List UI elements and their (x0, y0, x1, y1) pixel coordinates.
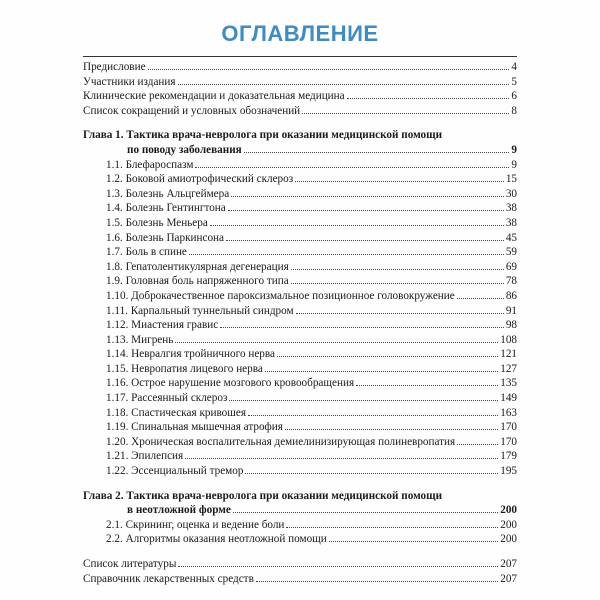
dot-leader (244, 152, 510, 153)
toc-entry-page-number: 4 (511, 61, 517, 73)
toc-entry-section[interactable] (83, 158, 517, 173)
toc-entry-page-number: 38 (505, 216, 517, 229)
toc-entry-section[interactable] (83, 201, 517, 216)
toc-entry-title: по поводу заболевания (127, 143, 242, 156)
toc-entry-title: 1.5. Болезнь Меньера (106, 216, 208, 229)
toc-entry-title: 2.1. Скрининг, оценка и ведение боли (106, 518, 285, 531)
toc-entry-page-number: 163 (500, 406, 517, 419)
toc-entry-page-number: 149 (500, 392, 517, 405)
toc-entry-title: 1.2. Боковой амиотрофический склероз (106, 173, 294, 186)
toc-entry-title: Участники издания (83, 75, 176, 88)
toc-entry-title: 1.6. Болезнь Паркинсона (106, 231, 224, 244)
toc-entry-section[interactable] (83, 172, 517, 187)
dot-leader (220, 327, 504, 328)
toc-entry-section[interactable] (83, 464, 517, 479)
toc-entry-page-number: 200 (500, 504, 517, 517)
toc-entry-title: Клинические рекомендации и доказательная медицина (83, 90, 345, 103)
toc-entry-page-number: 9 (511, 143, 517, 156)
toc-entry-page-number: 91 (505, 304, 517, 317)
toc-entry-page-number: 38 (505, 202, 517, 215)
dot-leader (329, 541, 498, 542)
toc-entry-page-number: 30 (505, 187, 517, 200)
dot-leader (229, 400, 498, 401)
toc-entry-title: Список сокращений и условных обозначений (83, 104, 301, 117)
toc-entry-section[interactable] (83, 362, 517, 377)
toc-entry-title: Предисловие (83, 61, 146, 73)
toc-entry-title: 1.11. Карпальный туннельный синдром (106, 304, 294, 317)
toc-entry-title: 2.2. Алгоритмы оказания неотложной помощи (106, 533, 327, 546)
toc-entry-page-number: 170 (500, 435, 517, 448)
chapter-heading (83, 489, 517, 504)
dot-leader (291, 269, 504, 270)
toc-entry-page-number: 195 (500, 465, 517, 478)
toc-entry-page-number: 200 (500, 533, 517, 546)
dot-leader (210, 225, 504, 226)
chapter-2-section (83, 489, 517, 547)
toc-entry-title: 1.15. Невропатия лицевого нерва (106, 362, 263, 375)
dot-leader (277, 356, 498, 357)
toc-entry-front[interactable] (83, 104, 517, 119)
toc-entry-front[interactable] (83, 75, 517, 90)
toc-entry-title: 1.3. Болезнь Альцгеймера (106, 187, 230, 200)
dot-leader (195, 167, 509, 168)
toc-entry-section[interactable] (83, 260, 517, 275)
dot-leader (457, 298, 504, 299)
toc-entry-section[interactable] (83, 274, 517, 289)
toc-entry-page-number: 127 (500, 362, 517, 375)
dot-leader (286, 527, 498, 528)
toc-entry-page-number: 98 (505, 319, 517, 332)
toc-entry-front[interactable] (83, 89, 517, 104)
toc-entry-section[interactable] (83, 347, 517, 362)
dot-leader (248, 415, 498, 416)
back-matter-list (83, 557, 517, 586)
toc-entry-back[interactable] (83, 572, 517, 587)
dot-leader (189, 254, 504, 255)
dot-leader (285, 429, 498, 430)
dot-leader (296, 313, 504, 314)
dot-leader (178, 84, 510, 85)
toc-entry-title: 1.20. Хроническая воспалительная демиелинизирующая полиневропатия (106, 435, 456, 448)
dot-leader (178, 566, 498, 567)
chapter-heading-line2[interactable] (83, 143, 517, 158)
toc-entry-page-number: 135 (500, 377, 517, 390)
page-title: ОГЛАВЛЕНИЕ (221, 21, 379, 46)
toc-entry-title: Список литературы (83, 558, 177, 570)
toc-entry-section[interactable] (83, 245, 517, 260)
dot-leader (231, 196, 504, 197)
toc-entry-title: 1.21. Эпилепсия (106, 450, 184, 463)
dot-leader (457, 444, 498, 445)
chapter-heading (83, 128, 517, 143)
toc-entry-title: 1.7. Боль в спине (106, 246, 187, 259)
toc-entry-title: 1.17. Рассеянный склероз (106, 392, 228, 405)
dot-leader (347, 98, 510, 99)
toc-entry-section[interactable] (83, 391, 517, 406)
toc-entry-section[interactable] (83, 289, 517, 304)
toc-entry-section[interactable] (83, 333, 517, 348)
dot-leader (185, 458, 498, 459)
toc-entry-section[interactable] (83, 435, 517, 450)
toc-entry-page-number: 6 (511, 90, 517, 103)
dot-leader (256, 581, 498, 582)
dot-leader (148, 69, 510, 70)
toc-entry-page-number: 108 (500, 333, 517, 346)
toc-entry-page-number: 59 (505, 246, 517, 259)
toc-entry-title: 1.10. Доброкачественное пароксизмальное позиционное головокружение (106, 289, 455, 302)
dot-leader (265, 371, 498, 372)
dot-leader (226, 240, 504, 241)
dot-leader (233, 512, 498, 513)
chapter-heading-line2[interactable] (83, 503, 517, 518)
toc-entry-section[interactable] (83, 318, 517, 333)
dot-leader (356, 385, 498, 386)
toc-entry-page-number: 200 (500, 518, 517, 531)
toc-entry-page-number: 5 (511, 75, 517, 88)
chapter-heading-text: Глава 2. Тактика врача-невролога при оказании медицинской помощи (83, 489, 443, 502)
toc-entry-section[interactable] (83, 231, 517, 246)
toc-entry-title: 1.4. Болезнь Гентингтона (106, 202, 226, 215)
toc-entry-page-number: 78 (505, 275, 517, 288)
toc-entry-section[interactable] (83, 376, 517, 391)
toc-entry-section[interactable] (83, 518, 517, 533)
toc-entry-title: в неотложной форме (127, 504, 231, 517)
toc-entry-section[interactable] (83, 449, 517, 464)
top-divider (83, 56, 517, 57)
dot-leader (175, 342, 498, 343)
dot-leader (228, 210, 504, 211)
toc-entry-section[interactable] (83, 216, 517, 231)
chapter-1-section (83, 128, 517, 478)
toc-entry-title: 1.1. Блефароспазм (106, 158, 194, 171)
toc-entry-page-number: 9 (511, 158, 517, 171)
toc-entry-page-number: 207 (500, 558, 517, 570)
toc-entry-page-number: 170 (500, 421, 517, 434)
toc-entry-section[interactable] (83, 187, 517, 202)
toc-entry-page-number: 86 (505, 289, 517, 302)
toc-entry-title: 1.12. Миастения гравис (106, 319, 219, 332)
toc-entry-page-number: 69 (505, 260, 517, 273)
toc-entry-section[interactable] (83, 532, 517, 547)
toc-entry-section[interactable] (83, 304, 517, 319)
front-matter-list (83, 60, 517, 118)
dot-leader (295, 181, 504, 182)
toc-entry-title: Справочник лекарственных средств (83, 572, 254, 585)
toc-entry-title: 1.18. Спастическая кривошея (106, 406, 246, 419)
toc-entry-page-number: 45 (505, 231, 517, 244)
toc-entry-title: 1.13. Мигрень (106, 333, 174, 346)
toc-entry-title: 1.22. Эссенциальный тремор (106, 465, 244, 478)
dot-leader (245, 473, 498, 474)
dot-leader (302, 113, 509, 114)
toc-entry-page-number: 207 (500, 572, 517, 585)
toc-entry-page-number: 8 (511, 104, 517, 117)
toc-entry-page-number: 179 (500, 450, 517, 463)
toc-entry-back[interactable] (83, 557, 517, 572)
toc-entry-section[interactable] (83, 420, 517, 435)
toc-entry-front[interactable] (83, 60, 517, 75)
toc-entry-title: 1.14. Невралгия тройничного нерва (106, 348, 275, 361)
table-of-contents (83, 60, 517, 586)
toc-entry-title: 1.9. Головная боль напряженного типа (106, 275, 289, 288)
toc-entry-title: 1.19. Спинальная мышечная атрофия (106, 421, 283, 434)
toc-entry-page-number: 15 (505, 173, 517, 186)
toc-entry-section[interactable] (83, 406, 517, 421)
toc-entry-page-number: 121 (500, 348, 517, 361)
chapter-heading-text: Глава 1. Тактика врача-невролога при оказании медицинской помощи (83, 129, 443, 142)
toc-entry-title: 1.16. Острое нарушение мозгового кровообращения (106, 377, 355, 390)
dot-leader (291, 283, 504, 284)
toc-entry-title: 1.8. Гепатолентикулярная дегенерация (106, 260, 289, 273)
